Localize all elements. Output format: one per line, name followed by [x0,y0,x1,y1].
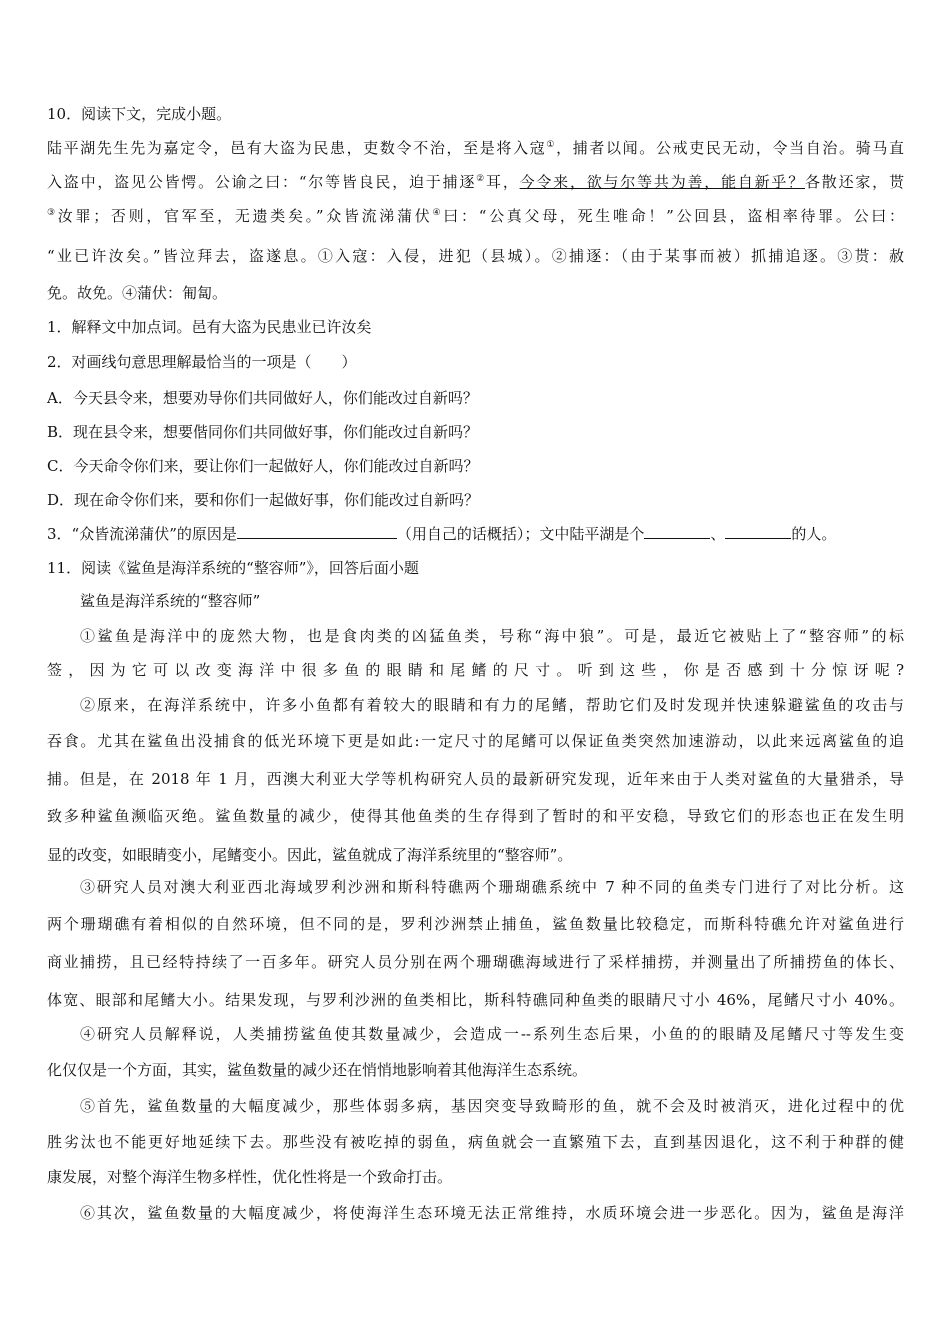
article-line: ⑤首先，鲨鱼数量的大幅度减少，那些体弱多病，基因突变导致畸形的鱼，就不会及时被消灭，进化过程中的优 [80,1097,904,1115]
passage-text: ，捕者以闻。公戒吏民无动，令当自治。骑马直 [556,139,904,157]
article-line: 捕。但是，在 2018 年 1 月，西澳大利亚大学等机构研究人员的最新研究发现，近年来由于人类对鲨鱼的大量猎杀，导 [47,770,904,788]
question-3 [47,523,904,545]
passage-line [47,205,904,227]
question-text: （用自己的话概括）；文中陆平湖是个 [396,525,645,543]
question-11-heading: 11．阅读《鲨鱼是海洋系统的“整容师”》，回答后面小题 [47,559,419,577]
passage-text: 各散还家，贳 [805,173,904,191]
option-b: B．现在县令来，想要偕同你们共同做好事，你们能改过自新吗？ [47,423,479,441]
article-line: ④研究人员解释说，人类捕捞鲨鱼使其数量减少，会造成一--系列生态后果，小鱼的的眼睛及尾鳍尺寸等发生变 [80,1025,904,1043]
article-line: ③研究人员对澳大利亚西北海域罗利沙洲和斯科特礁两个珊瑚礁系统中 7 种不同的鱼类专门进行了对比分析。这 [80,878,904,896]
passage-text: 耳， [486,173,520,191]
article-line: 体宽、眼部和尾鳍大小。结果发现，与罗利沙洲的鱼类相比，斯科特礁同种鱼类的眼睛尺寸小 46%，尾鳍尺寸小 40%。 [47,991,904,1009]
article-line: 吞食。尤其在鲨鱼出没捕食的低光环境下更是如此:一定尺寸的尾鳍可以保证鱼类突然加速游动，以此来远离鲨鱼的追 [47,732,904,750]
answer-blank[interactable] [237,523,397,539]
question-text: 、 [710,525,726,543]
article-line: ①鲨鱼是海洋中的庞然大物，也是食肉类的凶猛鱼类，号称“海中狼”。可是，最近它被贴上了“整容师”的标 [80,627,904,645]
passage-text: 曰：“公真父母，死生唯命！”公回县，盗相率待罪。公曰： [443,207,904,225]
passage-line [47,171,904,193]
question-text: 的人。 [791,525,837,543]
answer-blank[interactable] [644,523,710,539]
passage-text: 陆平湖先生先为嘉定令，邑有大盗为民患，吏数令不治，至是将入寇 [47,139,547,157]
article-line: 签，因为它可以改变海洋中很多鱼的眼睛和尾鳍的尺寸。听到这些，你是否感到十分惊讶呢? [47,661,904,679]
footnote-marker: ② [476,174,487,184]
underlined-sentence: 今令来，欲与尔等共为善，能自新乎？ [519,173,806,191]
article-line: ⑥其次，鲨鱼数量的大幅度减少，将使海洋生态环境无法正常维持，水质环境会进一步恶化。因为，鲨鱼是海洋 [80,1204,904,1222]
question-2: 2．对画线句意思理解最恰当的一项是（ ） [47,353,357,371]
option-a: A．今天县令来，想要劝导你们共同做好人，你们能改过自新吗？ [47,389,478,407]
article-line: ②原来，在海洋系统中，许多小鱼都有着较大的眼睛和有力的尾鳍，帮助它们及时发现并快速躲避鲨鱼的攻击与 [80,696,904,714]
option-c: C．今天命令你们来，要让你们一起做好人，你们能改过自新吗？ [47,457,479,475]
article-line: 商业捕捞，且已经特持续了一百多年。研究人员分别在两个珊瑚礁海域进行了采样捕捞，并测量出了所捕捞鱼的体长、 [47,953,904,971]
question-1: 1．解释文中加点词。邑有大盗为民患业已许汝矣 [47,318,372,336]
article-title: 鲨鱼是海洋系统的“整容师” [80,592,261,610]
article-line: 两个珊瑚礁有着相似的自然环境，但不同的是，罗利沙洲禁止捕鱼，鲨鱼数量比较稳定，而斯科特礁允许对鲨鱼进行 [47,915,904,933]
question-10-heading: 10．阅读下文，完成小题。 [47,105,232,123]
passage-line [47,137,904,159]
passage-text: 汝罪；否则，官军至，无遗类矣。”众皆流涕蒲伏 [57,207,433,225]
passage-line: “业已许汝矣。”皆泣拜去，盗遂息。①入寇：入侵，进犯（县城）。②捕逐：（由于某事而被）抓捕追逐。③贳：赦 [47,247,904,265]
passage-line: 免。故免。④蒲伏：匍匐。 [47,284,228,302]
article-line: 胜劣汰也不能更好地延续下去。那些没有被吃掉的弱鱼，病鱼就会一直繁殖下去，直到基因退化，这不利于种群的健 [47,1133,904,1151]
footnote-marker: ③ [47,208,58,218]
passage-text: 入盗中，盗见公皆愕。公谕之曰：“尔等皆良民，迫于捕逐 [47,173,477,191]
article-line: 康发展，对整个海洋生物多样性，优化性将是一个致命打击。 [47,1168,453,1186]
article-line: 显的改变，如眼睛变小，尾鳍变小。因此，鲨鱼就成了海洋系统里的“整容师”。 [47,846,573,864]
article-line: 致多种鲨鱼濒临灭绝。鲨鱼数量的减少，使得其他鱼类的生存得到了暂时的和平安稳，导致它们的形态也正在发生明 [47,807,904,825]
option-d: D．现在命令你们来，要和你们一起做好事，你们能改过自新吗？ [47,491,480,509]
article-line: 化仅仅是一个方面，其实，鲨鱼数量的减少还在悄悄地影响着其他海洋生态系统。 [47,1061,588,1079]
question-text: 3．“众皆流涕蒲伏”的原因是 [47,525,237,543]
footnote-marker: ④ [432,208,444,218]
footnote-marker: ① [546,140,557,150]
answer-blank[interactable] [725,523,791,539]
